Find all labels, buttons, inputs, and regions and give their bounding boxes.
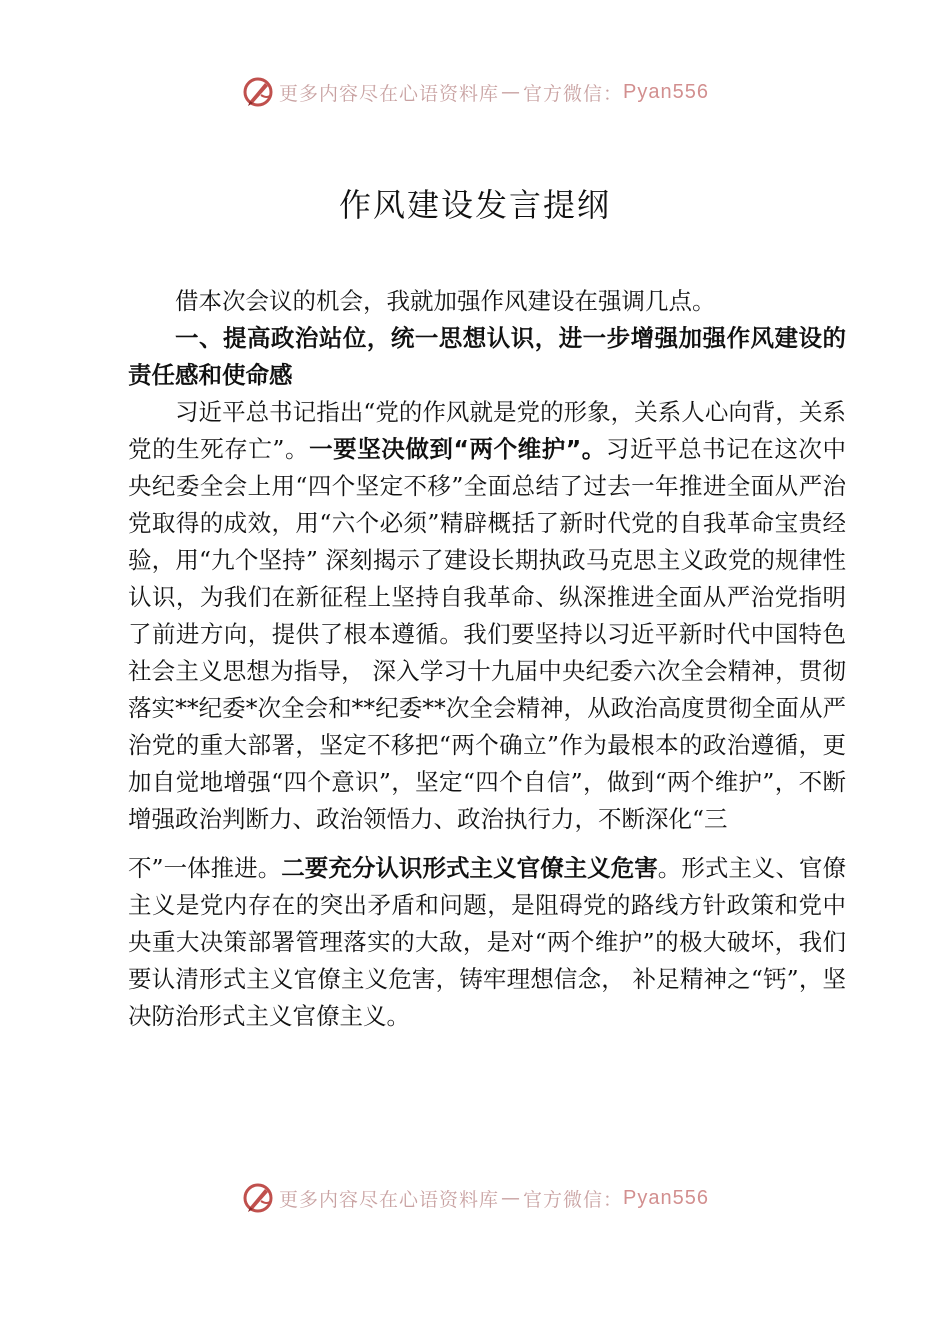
watermark-label: 官方微信： (523, 1188, 624, 1211)
watermark-cn-text: 更多内容尽在心语资料库 (279, 1188, 500, 1211)
watermark-header (0, 72, 950, 112)
watermark-label: 官方微信： (523, 82, 624, 105)
document-body (128, 283, 846, 1035)
document-title: 作风建设发言提纲 (338, 186, 611, 224)
paragraph-2-text-a: 不”一体推进。 (128, 854, 282, 882)
section-heading-1: 一、提高政治站位，统一思想认识，进一步增强加强作风建设的责任感和使命感 (128, 324, 846, 389)
paragraph-1-text-b: 习近平总书记在这次中央纪委全会上用“四个坚定不移”全面总结了过去一年推进全面从严治党取得的成效，用“六个必须”精辟概括了新时代党的自我革命宝贵经验，用“九个坚持” 深刻揭示了建设长期执政马克思主义政党的规律性认识，为我们在新征程上坚持自我革命、纵深推进全面从严治党指明了前进方向，提供了根本遵循。我们要坚持以习近平新时代中国特色社会主义思想为指导， 深入学习十九届中央纪委六次全会精神，贯彻落实**纪委*次全会和**纪委**次全会精神，从政治高度贯彻全面从严治党的重大部署，坚定不移把“两个确立”作为最根本的政治遵循，更加自觉地增强“四个意识”，坚定“四个自信”，做到“两个维护”，不断增强政治判断力、政治领悟力、政治执行力，不断深化“三 (128, 435, 847, 833)
watermark-cn-text: 更多内容尽在心语资料库 (279, 82, 500, 105)
intro-paragraph: 借本次会议的机会，我就加强作风建设在强调几点。 (175, 287, 716, 315)
paragraph-2-text-b: 。形式主义、官僚主义是党内存在的突出矛盾和问题，是阻碍党的路线方针政策和党中央重大决策部署管理落实的大敌，是对“两个维护”的极大破坏，我们要认清形式主义官僚主义危害，铸牢理想信念， 补足精神之“钙”，坚决防治形式主义官僚主义。 (128, 854, 847, 1030)
paragraph-1 (128, 394, 846, 838)
paragraph-1-text-a: 习近平总书记指出“党的作风就是党的形象，关系人心向背，关系党的生死存亡”。 (128, 398, 846, 463)
watermark-wechat-id: Pyan556 (623, 80, 709, 103)
watermark-wechat-id: Pyan556 (623, 1186, 709, 1209)
watermark-footer (0, 1178, 950, 1218)
pen-circle-logo-icon (241, 75, 275, 109)
watermark-separator: — (501, 81, 522, 103)
watermark-separator: — (501, 1187, 522, 1209)
pen-circle-logo-icon (241, 1181, 275, 1215)
paragraph-1-bold: 一要坚决做到“两个维护”。 (309, 435, 606, 463)
paragraph-2-bold: 二要充分认识形式主义官僚主义危害 (281, 854, 658, 882)
paragraph-2 (128, 850, 846, 1035)
